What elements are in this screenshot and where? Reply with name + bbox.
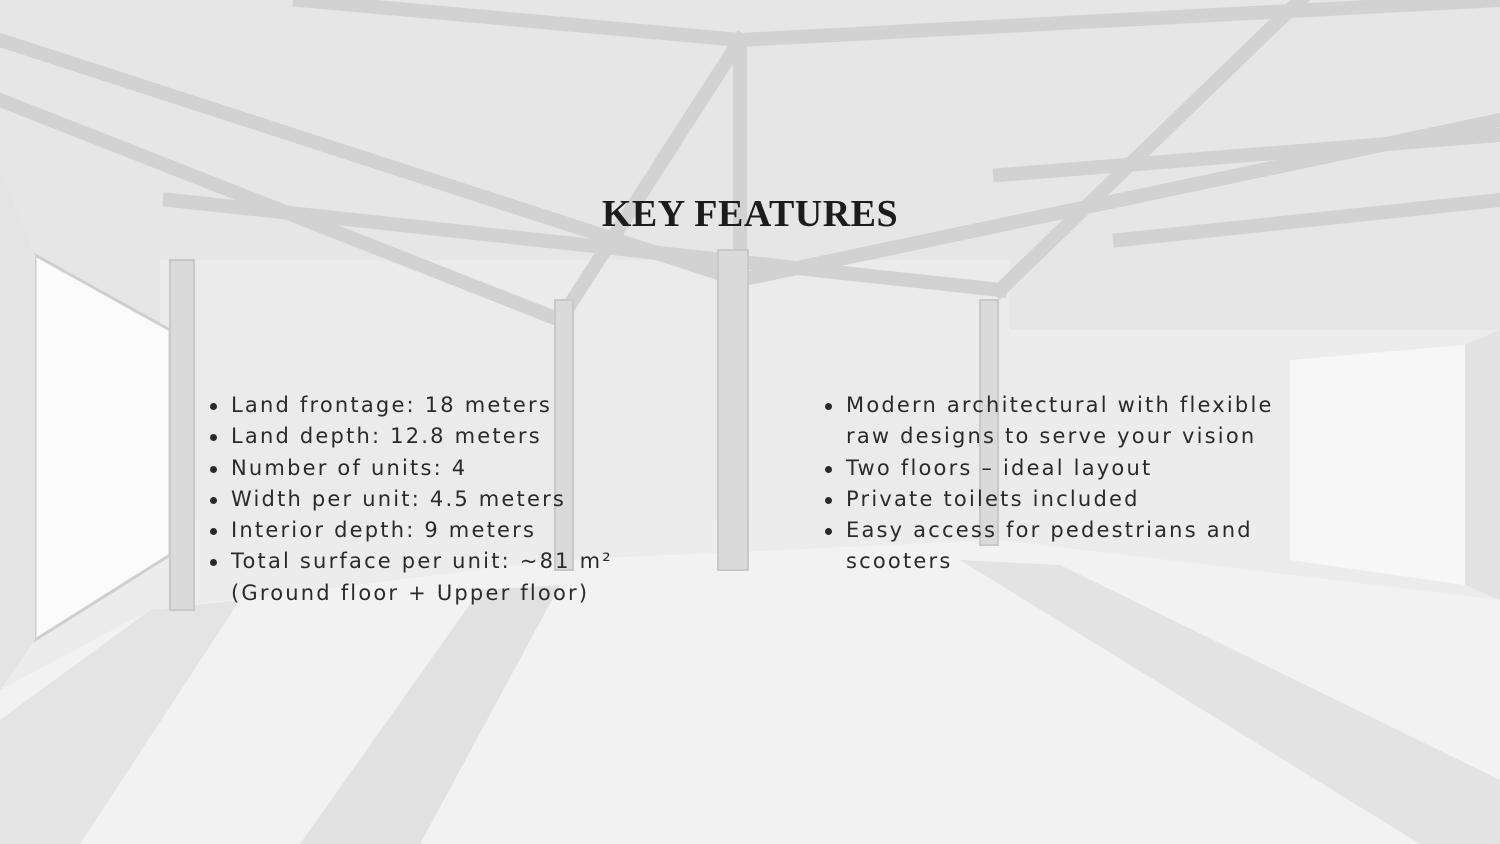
page-title: KEY FEATURES [601,193,899,235]
list-item: Land depth: 12.8 meters [210,421,640,452]
list-item: Easy access for pedestrians and scooters [825,515,1295,578]
list-item: Number of units: 4 [210,453,640,484]
right-feature-list [825,390,1295,578]
list-item: Two floors – ideal layout [825,453,1295,484]
list-item: Interior depth: 9 meters [210,515,640,546]
list-item: Modern architectural with flexible raw designs to serve your vision [825,390,1295,453]
left-feature-list [210,390,640,609]
list-item: Private toilets included [825,484,1295,515]
list-item: Land frontage: 18 meters [210,390,640,421]
list-item: Width per unit: 4.5 meters [210,484,640,515]
list-item: Total surface per unit: ~81 m² (Ground floor + Upper floor) [210,546,640,609]
